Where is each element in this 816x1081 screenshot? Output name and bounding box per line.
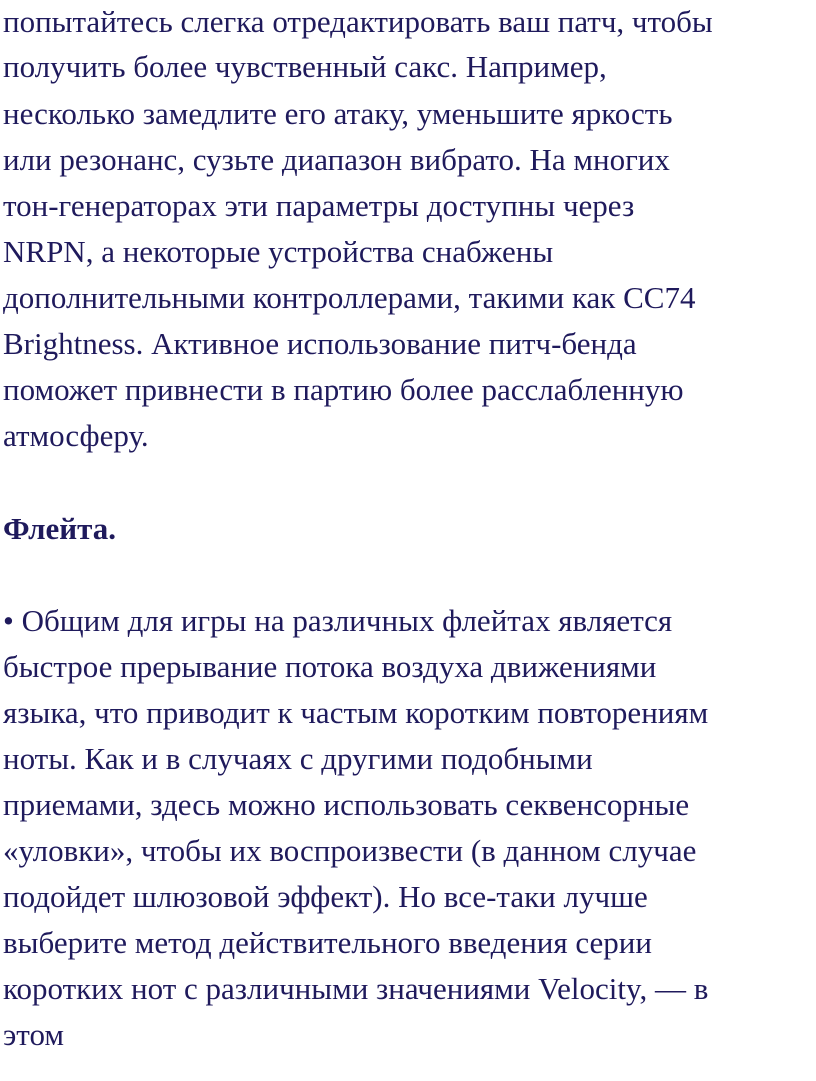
section-heading: Флейта.	[3, 511, 116, 546]
paragraph-1-line-4: или резонанс, сузьте диапазон вибрато. На многих	[3, 142, 670, 177]
paragraph-1-line-5: тон-генераторах эти параметры доступны через	[3, 188, 635, 223]
paragraph-2-line-10: этом	[3, 1017, 64, 1052]
paragraph-1-line-2: получить более чувственный сакс. Например,	[3, 49, 607, 84]
paragraph-1-line-7: дополнительными контроллерами, такими как CC74	[3, 280, 696, 315]
paragraph-1-line-8: Brightness. Активное использование питч-бенда	[3, 326, 637, 361]
paragraph-2-line-5: приемами, здесь можно использовать секвенсорные	[3, 787, 690, 822]
paragraph-2-line-9: коротких нот с различными значениями Velocity, — в	[3, 971, 709, 1006]
paragraph-1-line-10: атмосферу.	[3, 418, 149, 453]
paragraph-1-line-9: поможет привнести в партию более расслабленную	[3, 372, 684, 407]
paragraph-2-line-6: «уловки», чтобы их воспроизвести (в данном случае	[3, 833, 697, 868]
paragraph-2-line-3: языка, что приводит к частым коротким повторениям	[3, 695, 709, 730]
paragraph-2-line-1: • Общим для игры на различных флейтах является	[3, 603, 673, 638]
paragraph-1-line-3: несколько замедлите его атаку, уменьшите яркость	[3, 96, 673, 131]
paragraph-1-line-6: NRPN, а некоторые устройства снабжены	[3, 234, 554, 269]
paragraph-1-line-1: попытайтесь слегка отредактировать ваш патч, чтобы	[3, 4, 713, 39]
paragraph-2-line-4: ноты. Как и в случаях с другими подобными	[3, 741, 593, 776]
paragraph-2-line-7: подойдет шлюзовой эффект). Но все-таки лучше	[3, 879, 648, 914]
paragraph-2-line-2: быстрое прерывание потока воздуха движениями	[3, 649, 657, 684]
paragraph-2-line-8: выберите метод действительного введения серии	[3, 925, 652, 960]
